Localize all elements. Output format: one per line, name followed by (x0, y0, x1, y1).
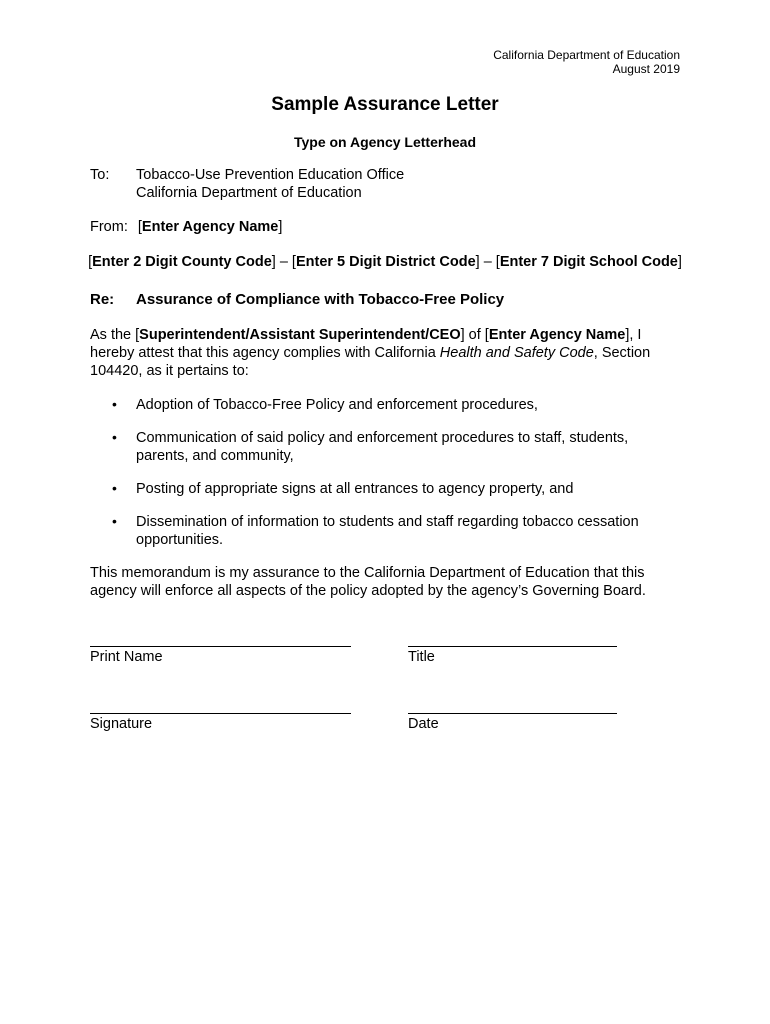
re-label: Re: (90, 291, 115, 308)
header-block (493, 48, 680, 76)
from-open-bracket: [ (137, 219, 142, 235)
bullet-1-text (136, 396, 696, 414)
bullet-1-symbol: • (112, 396, 117, 412)
from-agency-placeholder: Enter Agency Name (141, 219, 279, 235)
bullet-2-line-2: parents, and community, (136, 448, 294, 464)
to-line-2: California Department of Education (136, 185, 362, 201)
title-label: Title (408, 649, 435, 665)
from-close-bracket: ] (278, 219, 283, 235)
body-prefix: As the [ (90, 327, 140, 343)
body-line-1 (90, 326, 690, 344)
bullet-4-text (136, 513, 696, 549)
code-name: Health and Safety Code (439, 345, 594, 361)
bullet-2-text (136, 429, 696, 465)
codes-line (0, 254, 770, 270)
date-label: Date (408, 716, 439, 732)
to-label: To: (90, 167, 110, 183)
body-suffix: ], I (625, 327, 642, 343)
date-line[interactable] (408, 713, 617, 714)
body-line-3: 104420, as it pertains to: (90, 363, 249, 379)
bullet-2-symbol: • (112, 429, 117, 445)
bullet-3-text (136, 480, 696, 498)
bullet-4-symbol: • (112, 513, 117, 529)
bullet-4-line-1: Dissemination of information to students and staff regarding tobacco cessation (136, 514, 639, 530)
county-code-placeholder: Enter 2 Digit County Code (92, 254, 272, 270)
header-department: California Department of Education (493, 48, 680, 62)
district-code-placeholder: Enter 5 Digit District Code (295, 254, 476, 270)
bullet-3-symbol: • (112, 480, 117, 496)
closing-paragraph (90, 564, 710, 600)
body-line-2-prefix: hereby attest that this agency complies with California (90, 345, 440, 361)
signature-label: Signature (90, 716, 153, 732)
re-subject: Assurance of Compliance with Tobacco-Free Policy (136, 291, 505, 308)
closing-line-2: agency will enforce all aspects of the policy adopted by the agency’s Governing Board. (90, 583, 646, 599)
print-name-line[interactable] (90, 646, 351, 647)
body-line-2-suffix: , Section (593, 345, 651, 361)
print-name-label: Print Name (90, 649, 163, 665)
signature-line[interactable] (90, 713, 351, 714)
title-line[interactable] (408, 646, 617, 647)
agency-name-placeholder: Enter Agency Name (488, 327, 626, 343)
document-subtitle: Type on Agency Letterhead (293, 134, 477, 150)
body-line-2 (90, 344, 690, 362)
header-date: August 2019 (612, 62, 680, 76)
codes-close-bracket: ] (677, 254, 682, 270)
bullet-1-line-1: Adoption of Tobacco-Free Policy and enforcement procedures, (136, 397, 538, 413)
closing-line-1: This memorandum is my assurance to the California Department of Education that this (90, 565, 645, 581)
bullet-3-line-1: Posting of appropriate signs at all entrances to agency property, and (136, 481, 574, 497)
bullet-2-line-1: Communication of said policy and enforcement procedures to staff, students, (136, 430, 629, 446)
document-title: Sample Assurance Letter (271, 94, 499, 115)
from-label: From: (90, 219, 128, 235)
body-paragraph (90, 326, 690, 380)
body-mid: ] of [ (460, 327, 489, 343)
from-line (90, 218, 282, 236)
school-code-placeholder: Enter 7 Digit School Code (499, 254, 678, 270)
role-placeholder: Superintendent/Assistant Superintendent/CEO (139, 327, 461, 343)
to-recipient (136, 166, 404, 202)
codes-separator-1: ] – [ (271, 254, 296, 270)
to-line-1: Tobacco-Use Prevention Education Office (136, 167, 405, 183)
codes-open-bracket: [ (88, 254, 93, 270)
bullet-4-line-2: opportunities. (136, 532, 224, 548)
codes-separator-2: ] – [ (475, 254, 500, 270)
